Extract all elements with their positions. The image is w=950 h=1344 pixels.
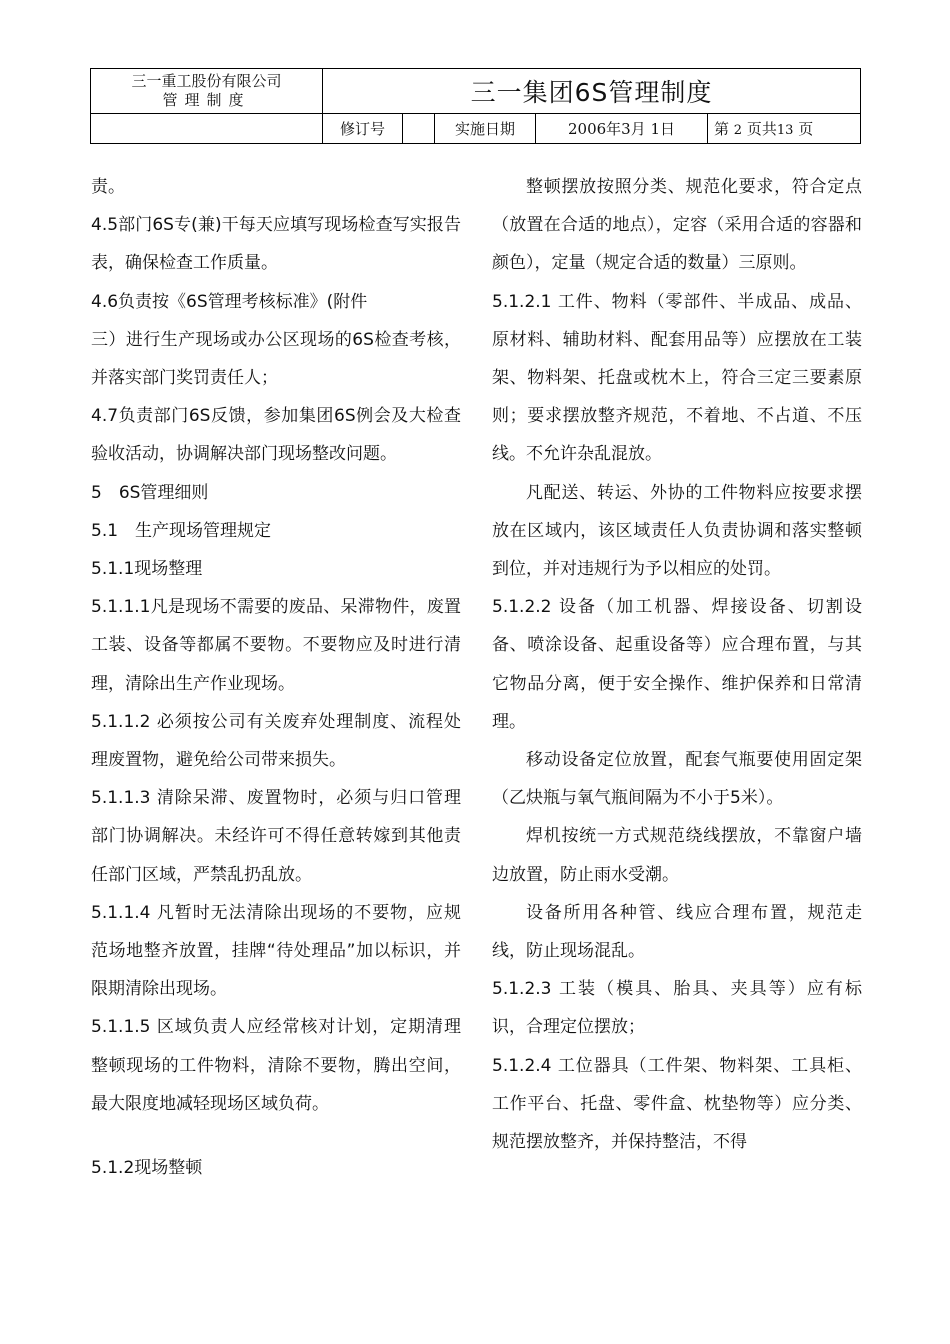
paragraph: 焊机按统一方式规范绕线摆放，不靠窗户墙边放置，防止雨水受潮。: [492, 826, 862, 885]
paragraph: 4.6负责按《6S管理考核标准》(附件: [91, 291, 368, 312]
paragraph: 责。: [91, 177, 125, 197]
right-text-column: [492, 168, 862, 1161]
paragraph: 凡配送、转运、外协的工件物料应按要求摆放在区域内，该区域责任人负责协调和落实整顿到位，并对违规行为予以相应的处罚。: [492, 482, 862, 580]
revision-label: 修订号: [323, 113, 403, 143]
page-suffix: 页: [798, 119, 814, 138]
section-heading: 5.1.2现场整顿: [91, 1158, 203, 1179]
paragraph: 5.1.2.4 工位器具（工件架、物料架、工具柜、工作平台、托盘、零件盒、枕垫物等）应分类、规范摆放整齐，并保持整洁，不得: [492, 1055, 862, 1153]
paragraph: 5.1.1.4 凡暂时无法清除出现场的不要物，应规范场地整齐放置，挂牌“待处理品”加以标识，并限期清除出现场。: [91, 902, 461, 1000]
paragraph: 设备所用各种管、线应合理布置，规范走线，防止现场混乱。: [492, 902, 862, 962]
section-heading: 5 6S管理细则: [91, 482, 209, 503]
document-header-table: [90, 68, 861, 144]
company-name: 三一重工股份有限公司: [131, 71, 282, 90]
revision-value: [403, 113, 435, 143]
page-number: 2: [733, 122, 743, 138]
company-name-cell: [91, 69, 323, 114]
paragraph: 5.1.1.3 清除呆滞、废置物时，必须与归口管理部门协调解决。未经许可不得任意转嫁到其他责任部门区域，严禁乱扔乱放。: [91, 788, 461, 885]
document-category: 管理制度: [162, 90, 251, 109]
effective-date-label: 实施日期: [435, 113, 536, 143]
page-middle: 页共: [746, 119, 777, 138]
paragraph: 4.7负责部门6S反馈，参加集团6S例会及大检查验收活动，协调解决部门现场整改问题。: [91, 406, 461, 465]
blank-cell: [91, 113, 323, 143]
section-heading: 5.1.1现场整理: [91, 559, 203, 580]
paragraph: 三）进行生产现场或办公区现场的6S检查考核，并落实部门奖罚责任人；: [91, 329, 461, 389]
section-heading: 5.1 生产现场管理规定: [91, 520, 272, 541]
page-info: [708, 113, 861, 143]
paragraph: 整顿摆放按照分类、规范化要求，符合定点（放置在合适的地点），定容（采用合适的容器和颜色），定量（规定合适的数量）三原则。: [492, 177, 862, 274]
document-title: 三一集团6S管理制度: [323, 69, 861, 114]
paragraph: 5.1.1.1凡是现场不需要的废品、呆滞物件，废置工装、设备等都属不要物。不要物应及时进行清理，清除出生产作业现场。: [91, 597, 461, 694]
paragraph: 5.1.2.2 设备（加工机器、焊接设备、切割设备、喷涂设备、起重设备等）应合理布置，与其它物品分离，便于安全操作、维护保养和日常清理。: [492, 597, 862, 732]
paragraph: 移动设备定位放置，配套气瓶要使用固定架（乙炔瓶与氧气瓶间隔为不小于5米）。: [492, 750, 862, 809]
paragraph: 5.1.2.1 工件、物料（零部件、半成品、成品、原材料、辅助材料、配套用品等）应摆放在工装架、物料架、托盘或枕木上，符合三定三要素原则；要求摆放整齐规范，不着地、不占道、不压线。不允许杂乱混放。: [492, 291, 862, 465]
paragraph: 4.5部门6S专(兼)干每天应填写现场检查写实报告表，确保检查工作质量。: [91, 215, 461, 274]
page-total: 13: [776, 122, 794, 138]
left-text-column: [91, 168, 461, 1187]
paragraph: 5.1.2.3 工装（模具、胎具、夹具等）应有标识，合理定位摆放；: [492, 979, 862, 1038]
paragraph: 5.1.1.5 区域负责人应经常核对计划，定期清理整顿现场的工件物料，清除不要物，腾出空间，最大限度地减轻现场区域负荷。: [91, 1017, 461, 1114]
page-prefix: 第: [714, 119, 730, 138]
paragraph: 5.1.1.2 必须按公司有关废弃处理制度、流程处理废置物，避免给公司带来损失。: [91, 711, 461, 771]
effective-date: 2006年3月 1日: [536, 113, 708, 143]
